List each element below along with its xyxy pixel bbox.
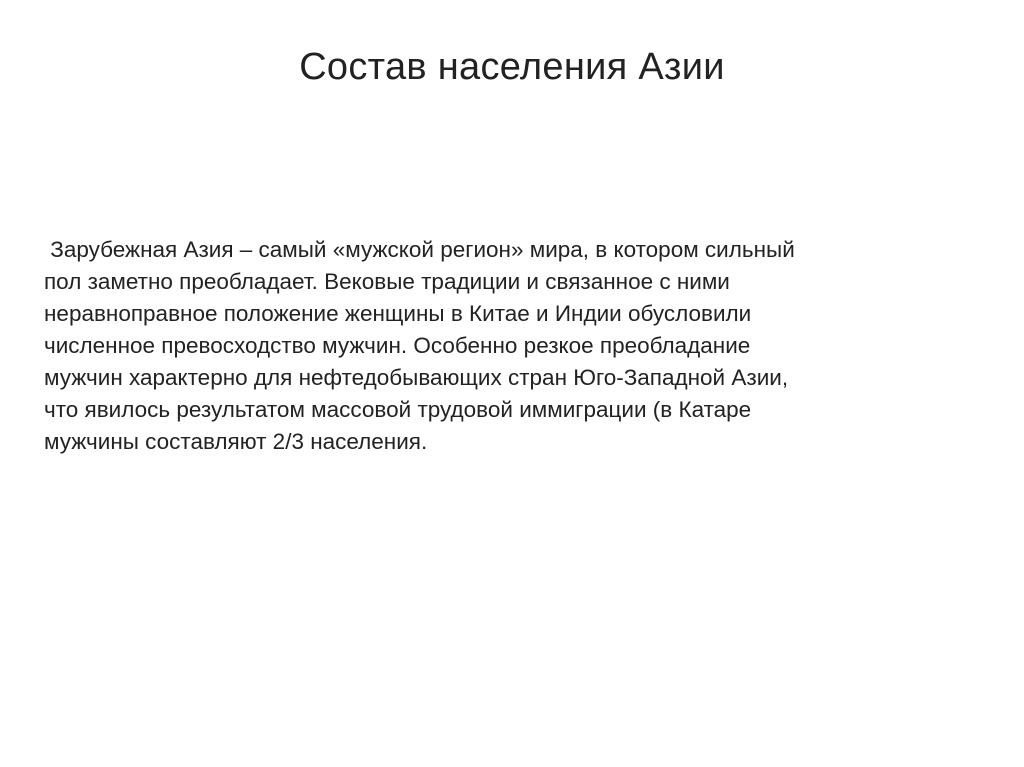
body-line: мужчин характерно для нефтедобывающих стран Юго-Западной Азии, bbox=[44, 365, 789, 390]
body-line: пол заметно преобладает. Вековые традиции и связанное с ними bbox=[44, 269, 730, 294]
body-line: мужчины составляют 2/3 населения. bbox=[44, 429, 428, 454]
body-line: Зарубежная Азия – самый «мужской регион» мира, в котором сильный bbox=[44, 237, 795, 262]
slide-body-text bbox=[44, 234, 974, 458]
slide-title: Состав населения Азии bbox=[299, 46, 725, 88]
body-line: что явилось результатом массовой трудовой иммиграции (в Катаре bbox=[44, 397, 752, 422]
body-line: неравноправное положение женщины в Китае и Индии обусловили bbox=[44, 301, 752, 326]
body-line: численное превосходство мужчин. Особенно резкое преобладание bbox=[44, 333, 751, 358]
